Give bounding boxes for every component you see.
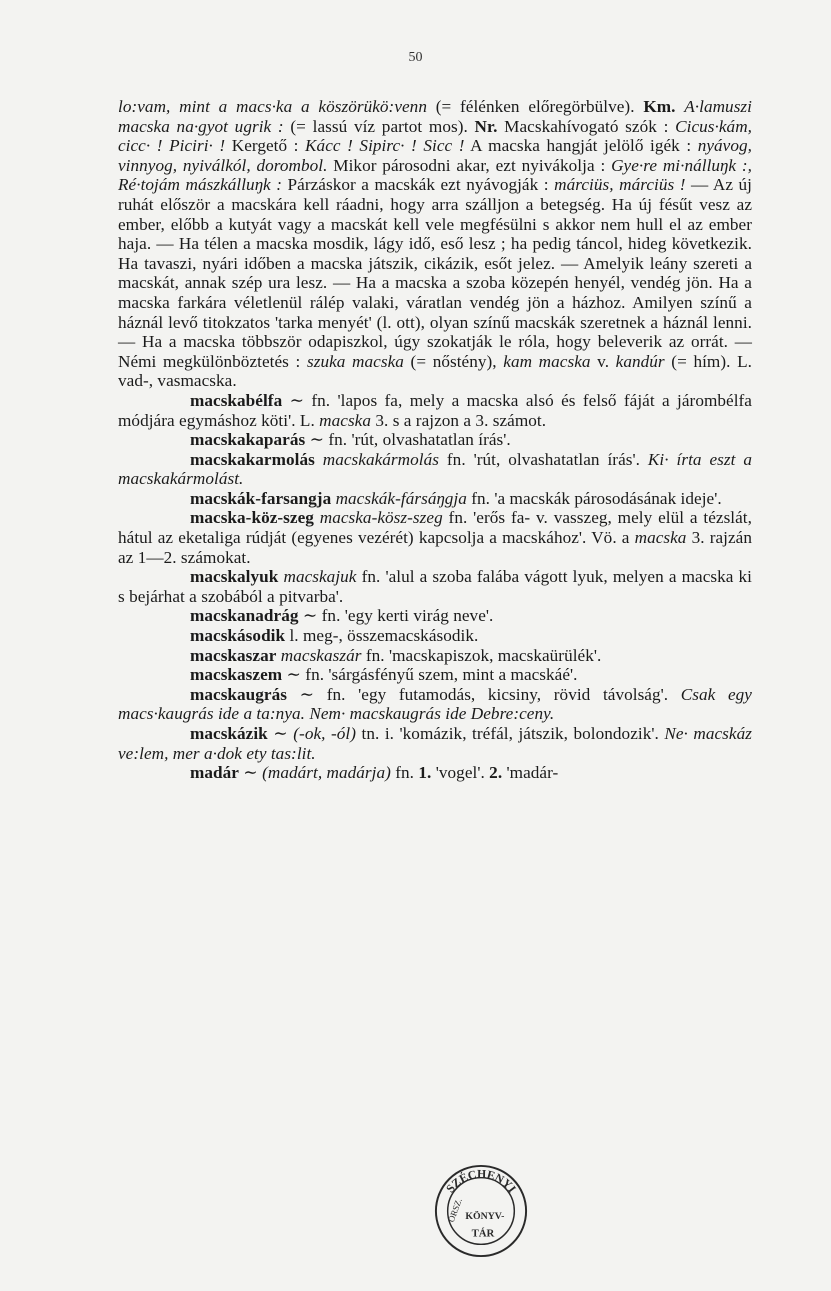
headword: macskakaparás (190, 430, 306, 450)
headword: macskázik (190, 724, 268, 743)
italic-text: szuka macska (306, 351, 404, 371)
text-run (675, 97, 684, 116)
headword: macskanadrág (190, 606, 299, 626)
headword: madár (190, 763, 239, 783)
text-run: v. (590, 351, 616, 371)
italic-text: Ne· macskáz ve:lem, mer a·dok ety tas:lit. (118, 724, 752, 763)
text-run: l. meg-, összemacskásodik. (285, 626, 479, 646)
dictionary-entry (118, 646, 752, 666)
dictionary-entry (118, 489, 752, 509)
dictionary-entry (118, 685, 752, 724)
dictionary-entry (118, 508, 752, 567)
dictionary-entry (118, 567, 752, 606)
italic-text: (madárt, madárja) (262, 763, 391, 783)
text-run: Macskahívogató szók : (497, 116, 676, 136)
text-run: ∼ fn. 'sárgásfényű szem, mint a macskáé'. (282, 665, 578, 685)
headword: macskalyuk (190, 567, 279, 587)
dictionary-entry (118, 724, 752, 763)
italic-text: macskakármolás (322, 449, 439, 469)
text-run: ∼ fn. 'lapos fa, mely a macska alsó és felső fáját a járombélfa módjára egymáshoz köti'. L. (118, 390, 752, 430)
text-run: fn. 'alul a szoba falába vágott lyuk, melyen a macska ki s bejárhat a szobából a pitvarba'. (118, 567, 752, 606)
headword: 2. (489, 763, 503, 783)
text-run: 3. rajzán az 1—2. számokat. (118, 528, 752, 567)
dictionary-entry (118, 430, 752, 450)
text-run: 'vogel'. (431, 763, 490, 783)
text-run: Párzáskor a macskák ezt nyávogják : (282, 175, 555, 195)
italic-text: Kácc ! Sipirc· ! Sicc ! (305, 136, 465, 156)
text-run: ∼ (238, 763, 263, 783)
headword: macskabélfa (190, 390, 283, 410)
italic-text: macska-kösz-szeg (319, 508, 443, 528)
headword: macska-köz-szeg (190, 508, 314, 528)
italic-text: macskajuk (283, 567, 357, 587)
headword: Km. (643, 97, 676, 116)
text-run: Kergető : (225, 136, 306, 156)
italic-text: macska (319, 410, 372, 430)
text-run: 'madár- (502, 763, 559, 783)
dictionary-entry (118, 665, 752, 685)
italic-text: Ki· írta eszt a macskakármolást. (118, 449, 752, 489)
text-run: ∼ (267, 724, 294, 743)
headword: macskakarmolás (190, 449, 315, 469)
text-run: fn. 'macskapiszok, macskaürülék'. (361, 645, 602, 665)
text-run: Mikor párosodni akar, ezt nyivákolja : (327, 155, 612, 175)
text-run (315, 450, 323, 469)
text-run: (= nőstény), (403, 351, 504, 371)
text-run: A macska hangját jelölő igék : (464, 136, 698, 156)
entry-continuation (118, 97, 752, 391)
text-run: ∼ fn. 'rút, olvashatatlan írás'. (305, 430, 511, 450)
italic-text: macska (634, 528, 687, 548)
italic-text: nyávog, vinnyog, nyiválkól, dorombol. (118, 136, 752, 175)
text-run: tn. i. 'komázik, tréfál, játszik, bolondozik'. (356, 724, 665, 743)
stamp-bottom-text: TÁR (471, 1227, 495, 1240)
italic-text: macskaszár (280, 645, 362, 665)
italic-text: lo:vam, mint a macs·ka a köszörükö:venn (118, 97, 427, 116)
italic-text: A·lamuszi macska na·gyot ugrik : (118, 97, 752, 136)
stamp-left-text: ORSZ. (446, 1196, 464, 1224)
dictionary-text (118, 97, 752, 783)
text-run: fn. (390, 763, 419, 783)
italic-text: Csak egy macs·kaugrás ide a ta:nya. Nem· macskaugrás ide Debre:ceny. (118, 684, 752, 724)
headword: Nr. (474, 116, 498, 136)
italic-text: Gye·re mi·nálluŋk :, Ré·tojám mászkálluŋk : (118, 155, 752, 195)
dictionary-entry (118, 450, 752, 489)
text-run: (= félénken előregörbülve). (426, 97, 644, 116)
italic-text: márciüs, márciüs ! (554, 175, 686, 195)
library-stamp (432, 1162, 530, 1260)
dictionary-entry (118, 606, 752, 626)
dictionary-entry (118, 763, 752, 783)
dictionary-entry (118, 626, 752, 646)
stamp-top-text: SZÉCHENYI (443, 1167, 519, 1196)
headword: macskák-farsangja (190, 488, 332, 508)
italic-text: kam macska (503, 351, 591, 371)
italic-text: Cicus·kám, cicc· ! Piciri· ! (118, 116, 753, 156)
italic-text: macskák-fársáŋgja (335, 488, 467, 508)
headword: macskaszar (190, 645, 277, 665)
text-run: ∼ fn. 'egy futamodás, kicsiny, rövid távolság'. (287, 684, 681, 704)
headword: macskásodik (190, 626, 286, 646)
text-run: 3. s a rajzon a 3. számot. (371, 410, 547, 430)
italic-text: kandúr (615, 351, 665, 371)
text-run: fn. 'a macskák párosodásának ideje'. (466, 488, 722, 508)
text-run: ∼ fn. 'egy kerti virág neve'. (298, 606, 494, 626)
stamp-center-text: KÖNYV- (465, 1210, 505, 1222)
headword: macskaugrás (190, 684, 287, 704)
headword: 1. (418, 763, 432, 783)
page-number: 50 (408, 50, 423, 65)
text-run: (= hím). L. vad-, vasmacska. (118, 351, 752, 391)
text-run: fn. 'erős fa- v. vasszeg, mely elül a tézslát, hátul az eketaliga rúdját (egyenes vezérét) kapcsolja a macskához'. Vö. a (118, 508, 752, 548)
dictionary-entry (118, 391, 752, 430)
text-run: — Az új ruhát először a macskára kell ráadni, hogy arra szálljon a betegség. Ha új fésűt vesz az ember, előbb a kutyát vagy a macskát kell vele megfésülni s akkor nem hull el az ember haja. — Ha télen a macska mosdik, lágy idő, eső lesz ; ha pedig táncol, hideg következik. Ha tavaszi, nyári időben a macska játszik, cikázik, esőt jelez. — Amelyik leány szereti a macskát, annak szép ura lesz. — Ha a macska a szoba közepén henyél, vendég jön. Ha a macska farkára véletlenül rálép valaki, váratlan vendég jön a házhoz. Amilyen színű a háznál levő titokzatos 'tarka menyét' (l. ott), olyan színű macskák szeretnek a háznál lenni. — Ha a macska többször odapiszkol, úgy szokatják le róla, hogy beleverik az orrát. — Némi megkülönböztetés : (118, 175, 752, 371)
italic-text: (-ok, -ól) (293, 724, 357, 743)
headword: macskaszem (190, 665, 283, 685)
text-run: (= lassú víz partot mos). (283, 116, 475, 136)
text-run: fn. 'rút, olvashatatlan írás'. (439, 449, 648, 469)
